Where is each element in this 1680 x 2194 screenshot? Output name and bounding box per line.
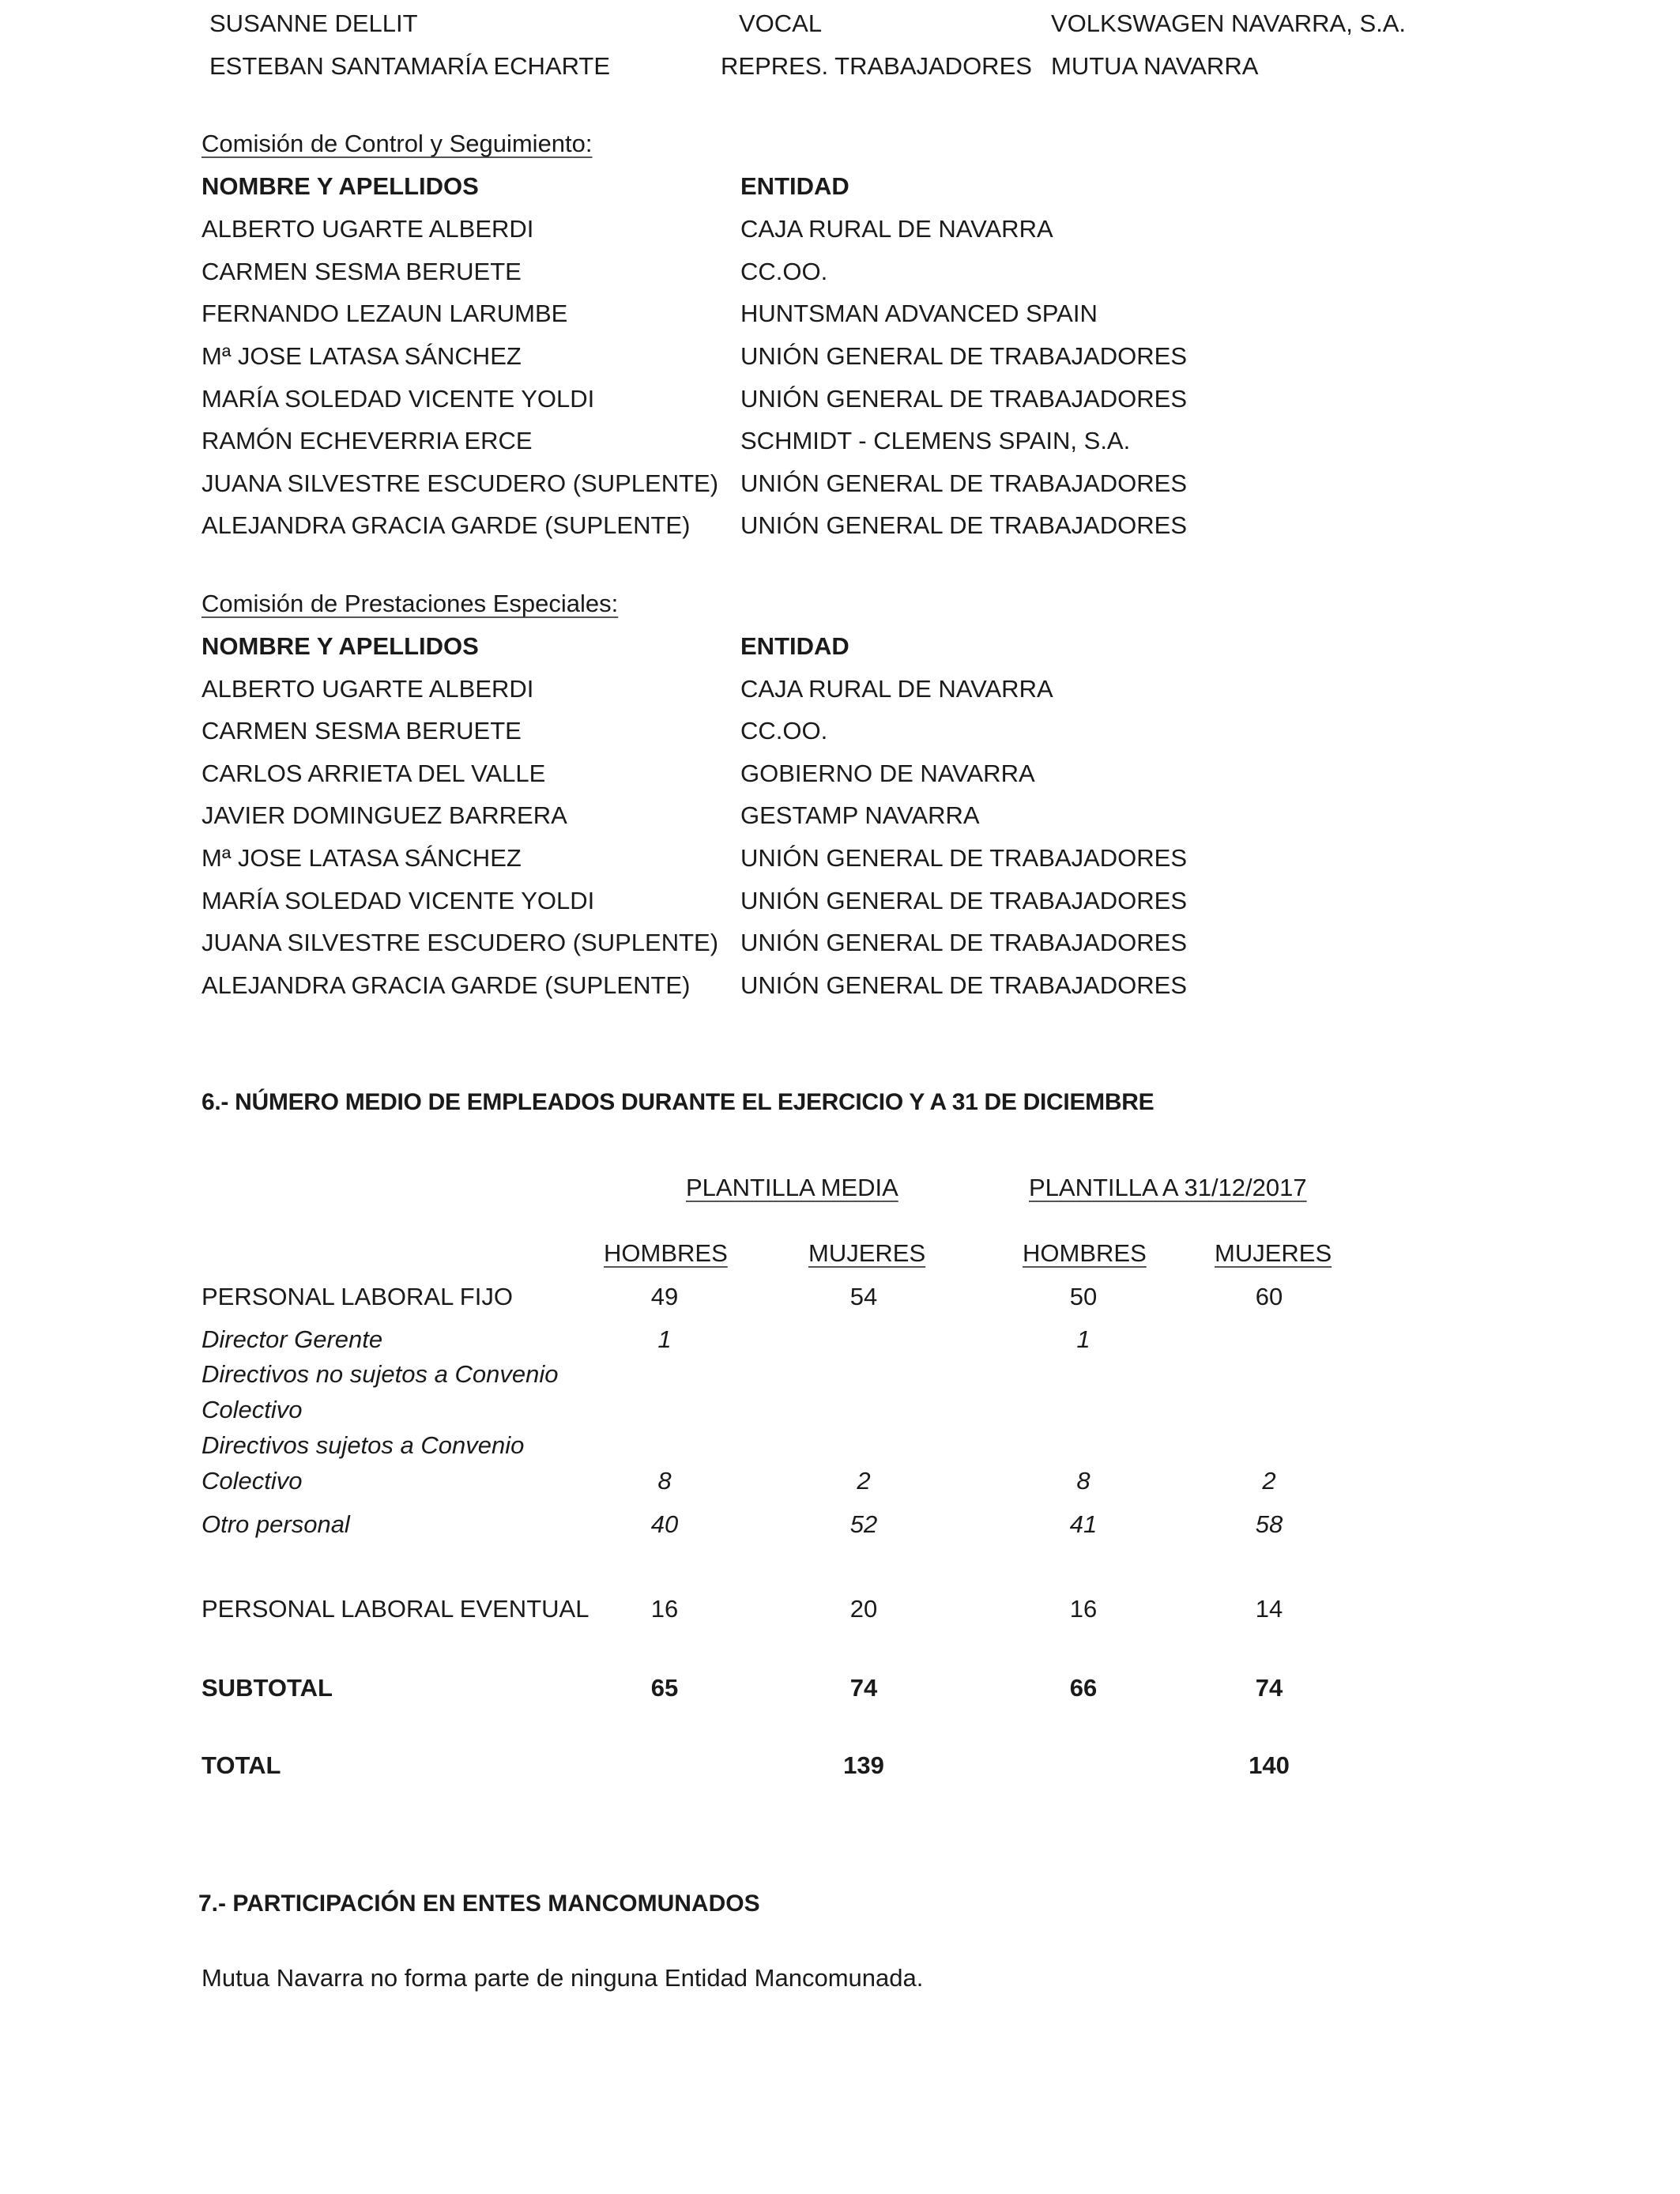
prestaciones-row-name: JAVIER DOMINGUEZ BARRERA <box>202 801 567 829</box>
row-label-fijo: PERSONAL LABORAL FIJO <box>202 1283 513 1310</box>
prestaciones-col-entity-header: ENTIDAD <box>740 632 849 660</box>
prestaciones-row-name: MARÍA SOLEDAD VICENTE YOLDI <box>202 887 595 914</box>
prestaciones-row-entity: UNIÓN GENERAL DE TRABAJADORES <box>740 844 1188 872</box>
control-row-name: FERNANDO LEZAUN LARUMBE <box>202 300 568 327</box>
control-row-entity: HUNTSMAN ADVANCED SPAIN <box>740 300 1098 327</box>
prestaciones-commission-title: Comisión de Prestaciones Especiales: <box>202 590 619 617</box>
value-otro-hombres-media: 40 <box>650 1510 679 1538</box>
control-row-name: Mª JOSE LATASA SÁNCHEZ <box>202 342 522 370</box>
control-row-entity: UNIÓN GENERAL DE TRABAJADORES <box>740 342 1188 370</box>
control-row-entity: CC.OO. <box>740 258 828 285</box>
value-eventual-hombres-fin: 16 <box>1069 1595 1098 1623</box>
prestaciones-row-name: ALEJANDRA GRACIA GARDE (SUPLENTE) <box>202 971 691 999</box>
value-fijo-hombres-media: 49 <box>650 1283 679 1310</box>
row-label-sujetos: Directivos sujetos a Convenio <box>202 1431 525 1459</box>
control-row-name: RAMÓN ECHEVERRIA ERCE <box>202 427 533 454</box>
value-subtotal-hombres-fin: 66 <box>1069 1674 1098 1702</box>
value-eventual-mujeres-media: 20 <box>849 1595 878 1623</box>
value-sujetos-mujeres-media: 2 <box>857 1467 871 1495</box>
prestaciones-row-name: JUANA SILVESTRE ESCUDERO (SUPLENTE) <box>202 929 719 956</box>
member-role: REPRES. TRABAJADORES <box>721 52 1032 80</box>
value-sujetos-hombres-media: 8 <box>657 1467 672 1495</box>
group-header-plantilla-media: PLANTILLA MEDIA <box>686 1174 898 1201</box>
prestaciones-row-entity: GESTAMP NAVARRA <box>740 801 980 829</box>
row-label-sujetos-cont: Colectivo <box>202 1467 303 1495</box>
prestaciones-row-entity: UNIÓN GENERAL DE TRABAJADORES <box>740 929 1188 956</box>
row-label-otro-personal: Otro personal <box>202 1510 350 1538</box>
value-fijo-mujeres-media: 54 <box>849 1283 878 1310</box>
prestaciones-row-entity: UNIÓN GENERAL DE TRABAJADORES <box>740 971 1188 999</box>
value-director-hombres-media: 1 <box>657 1325 672 1353</box>
prestaciones-row-entity: GOBIERNO DE NAVARRA <box>740 760 1035 787</box>
member-entity: MUTUA NAVARRA <box>1051 52 1259 80</box>
control-col-name-header: NOMBRE Y APELLIDOS <box>202 172 479 200</box>
prestaciones-row-entity: UNIÓN GENERAL DE TRABAJADORES <box>740 887 1188 914</box>
section7-text: Mutua Navarra no forma parte de ninguna Entidad Mancomunada. <box>202 1964 924 1992</box>
value-otro-mujeres-fin: 58 <box>1255 1510 1283 1538</box>
prestaciones-row-name: ALBERTO UGARTE ALBERDI <box>202 675 534 703</box>
value-director-hombres-fin: 1 <box>1076 1325 1090 1353</box>
value-sujetos-hombres-fin: 8 <box>1076 1467 1090 1495</box>
value-total-media: 139 <box>843 1751 884 1779</box>
row-label-no-sujetos: Directivos no sujetos a Convenio <box>202 1360 559 1388</box>
value-subtotal-mujeres-fin: 74 <box>1255 1674 1283 1702</box>
row-label-total: TOTAL <box>202 1751 281 1779</box>
control-row-entity: SCHMIDT - CLEMENS SPAIN, S.A. <box>740 427 1131 454</box>
col-header-mujeres-fin: MUJERES <box>1215 1239 1332 1267</box>
control-commission-title: Comisión de Control y Seguimiento: <box>202 130 593 157</box>
prestaciones-row-name: Mª JOSE LATASA SÁNCHEZ <box>202 844 522 872</box>
value-sujetos-mujeres-fin: 2 <box>1262 1467 1276 1495</box>
prestaciones-row-name: CARLOS ARRIETA DEL VALLE <box>202 760 546 787</box>
control-row-entity: CAJA RURAL DE NAVARRA <box>740 215 1053 243</box>
col-header-mujeres-media: MUJERES <box>808 1239 926 1267</box>
member-entity: VOLKSWAGEN NAVARRA, S.A. <box>1051 9 1407 37</box>
control-row-name: CARMEN SESMA BERUETE <box>202 258 522 285</box>
control-row-entity: UNIÓN GENERAL DE TRABAJADORES <box>740 385 1188 413</box>
value-fijo-hombres-fin: 50 <box>1069 1283 1098 1310</box>
control-col-entity-header: ENTIDAD <box>740 172 849 200</box>
control-row-name: ALBERTO UGARTE ALBERDI <box>202 215 534 243</box>
member-name: SUSANNE DELLIT <box>209 9 418 37</box>
col-header-hombres-media: HOMBRES <box>604 1239 728 1267</box>
value-otro-mujeres-media: 52 <box>849 1510 878 1538</box>
prestaciones-col-name-header: NOMBRE Y APELLIDOS <box>202 632 479 660</box>
control-row-name: ALEJANDRA GRACIA GARDE (SUPLENTE) <box>202 511 691 539</box>
col-header-hombres-fin: HOMBRES <box>1023 1239 1147 1267</box>
group-header-plantilla-fin: PLANTILLA A 31/12/2017 <box>1029 1174 1307 1201</box>
row-label-no-sujetos-cont: Colectivo <box>202 1396 303 1423</box>
prestaciones-row-name: CARMEN SESMA BERUETE <box>202 717 522 745</box>
value-subtotal-hombres-media: 65 <box>650 1674 679 1702</box>
value-otro-hombres-fin: 41 <box>1069 1510 1098 1538</box>
control-row-name: JUANA SILVESTRE ESCUDERO (SUPLENTE) <box>202 469 719 497</box>
control-row-name: MARÍA SOLEDAD VICENTE YOLDI <box>202 385 595 413</box>
member-role: VOCAL <box>739 9 823 37</box>
row-label-subtotal: SUBTOTAL <box>202 1674 333 1702</box>
control-row-entity: UNIÓN GENERAL DE TRABAJADORES <box>740 469 1188 497</box>
value-total-fin: 140 <box>1249 1751 1290 1779</box>
section6-heading: 6.- NÚMERO MEDIO DE EMPLEADOS DURANTE EL EJERCICIO Y A 31 DE DICIEMBRE <box>202 1089 1155 1115</box>
prestaciones-row-entity: CC.OO. <box>740 717 828 745</box>
value-eventual-hombres-media: 16 <box>650 1595 679 1623</box>
value-subtotal-mujeres-media: 74 <box>849 1674 878 1702</box>
control-row-entity: UNIÓN GENERAL DE TRABAJADORES <box>740 511 1188 539</box>
member-name: ESTEBAN SANTAMARÍA ECHARTE <box>209 52 611 80</box>
row-label-eventual: PERSONAL LABORAL EVENTUAL <box>202 1595 590 1623</box>
prestaciones-row-entity: CAJA RURAL DE NAVARRA <box>740 675 1053 703</box>
value-eventual-mujeres-fin: 14 <box>1255 1595 1283 1623</box>
row-label-director-gerente: Director Gerente <box>202 1325 383 1353</box>
section7-heading: 7.- PARTICIPACIÓN EN ENTES MANCOMUNADOS <box>198 1891 760 1917</box>
value-fijo-mujeres-fin: 60 <box>1255 1283 1283 1310</box>
